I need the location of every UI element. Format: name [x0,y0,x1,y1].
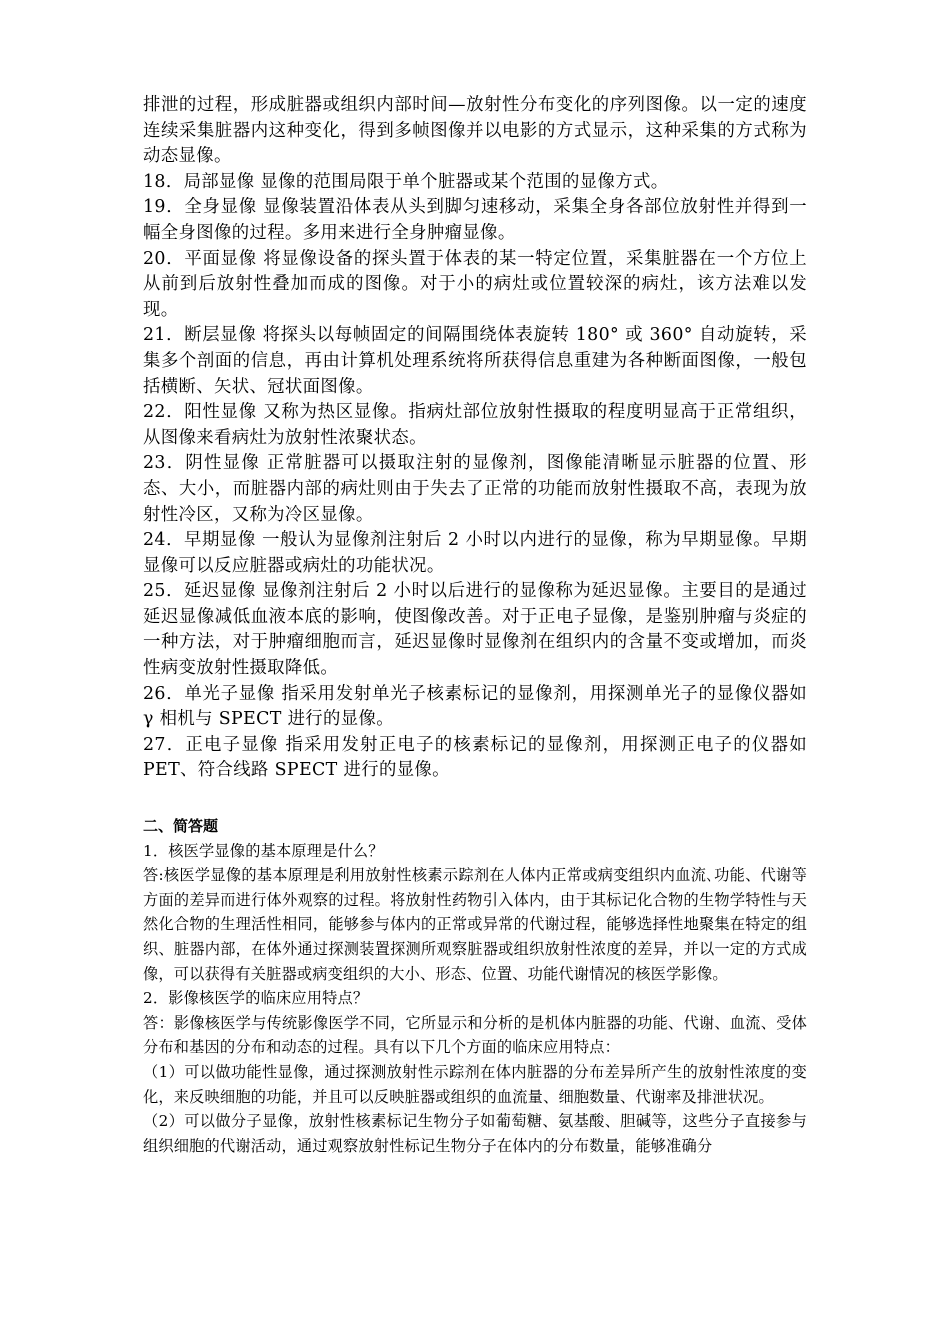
answer-paragraph: 答：影像核医学与传统影像医学不同，它所显示和分析的是机体内脏器的功能、代谢、血流、受体分布和基因的分布和动态的过程。具有以下几个方面的临床应用特点： [143,1013,807,1057]
definition-paragraph: 21．断层显像 将探头以每帧固定的间隔围绕体表旋转 180° 或 360° 自动旋转，采集多个剖面的信息，再由计算机处理系统将所获得信息重建为各种断面图像，一般包括横断、矢状、冠状面图像。 [143,325,807,397]
definition-paragraph: 27．正电子显像 指采用发射正电子的核素标记的显像剂，用探测正电子的仪器如 PET、符合线路 SPECT 进行的显像。 [143,734,807,781]
document-page [143,93,807,1158]
definition-paragraph: 排泄的过程，形成脏器或组织内部时间—放射性分布变化的序列图像。以一定的速度连续采集脏器内这种变化，得到多帧图像并以电影的方式显示，这种采集的方式称为动态显像。 [143,95,807,167]
definition-paragraph: 24．早期显像 一般认为显像剂注射后 2 小时以内进行的显像，称为早期显像。早期显像可以反应脏器或病灶的功能状况。 [143,530,807,576]
answer-paragraph: （2）可以做分子显像，放射性核素标记生物分子如葡萄糖、氨基酸、胆碱等，这些分子直接参与组织细胞的代谢活动，通过观察放射性标记生物分子在体内的分布数量，能够准确分 [143,1112,807,1155]
definition-paragraph: 20．平面显像 将显像设备的探头置于体表的某一特定位置，采集脏器在一个方位上从前到后放射性叠加而成的图像。对于小的病灶或位置较深的病灶，该方法难以发现。 [143,248,807,320]
definition-paragraph: 23．阴性显像 正常脏器可以摄取注射的显像剂，图像能清晰显示脏器的位置、形态、大小，而脏器内部的病灶则由于失去了正常的功能而放射性摄取不高，表现为放射性冷区，又称为冷区显像。 [143,453,807,525]
section-spacer [143,784,807,814]
definition-paragraph: 22．阳性显像 又称为热区显像。指病灶部位放射性摄取的程度明显高于正常组织，从图像来看病灶为放射性浓聚状态。 [143,402,807,448]
definition-paragraph: 26．单光子显像 指采用发射单光子核素标记的显像剂，用探测单光子的显像仪器如 γ 相机与 SPECT 进行的显像。 [143,683,807,730]
question-text: 1．核医学显像的基本原理是什么？ [143,841,384,860]
short-answer-list [143,839,807,1159]
answer-paragraph: （1）可以做功能性显像，通过探测放射性示踪剂在体内脏器的分布差异所产生的放射性浓度的变化，来反映细胞的功能，并且可以反映脏器或组织的血流量、细胞数量、代谢率及排泄状况。 [143,1062,807,1106]
definition-paragraph: 25．延迟显像 显像剂注射后 2 小时以后进行的显像称为延迟显像。主要目的是通过延迟显像减低血液本底的影响，使图像改善。对于正电子显像，是鉴别肿瘤与炎症的一种方法，对于肿瘤细胞而言，延迟显像时显像剂在组织内的含量不变或增加，而炎性病变放射性摄取降低。 [143,581,807,679]
answer-paragraph: 答:核医学显像的基本原理是利用放射性核素示踪剂在人体内正常或病变组织内血流､功能、代谢等方面的差异而进行体外观察的过程。将放射性药物引入体内，由于其标记化合物的生物学特性与天然化合物的生理活性相同，能够参与体内的正常或异常的代谢过程，能够选择性地聚集在特定的组织、脏器内部，在体外通过探测装置探测所观察脏器或组织放射性浓度的差异，并以一定的方式成像，可以获得有关脏器或病变组织的大小、形态、位置、功能代谢情况的核医学影像。 [143,866,807,983]
section-heading: 二、简答题 [143,817,219,836]
definitions-list [143,93,807,784]
definition-paragraph: 18．局部显像 显像的范围局限于单个脏器或某个范围的显像方式。 [143,171,669,192]
definition-paragraph: 19．全身显像 显像装置沿体表从头到脚匀速移动，采集全身各部位放射性并得到一幅全身图像的过程。多用来进行全身肿瘤显像。 [143,197,807,243]
question-text: 2．影像核医学的临床应用特点？ [143,989,369,1008]
